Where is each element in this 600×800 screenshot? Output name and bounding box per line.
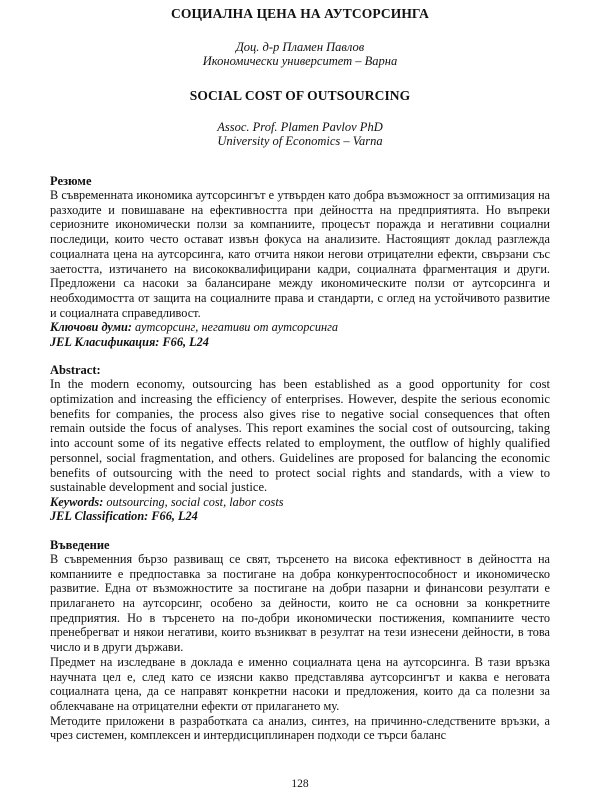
summary-heading: Резюме [50, 174, 92, 188]
summary-keywords-label: Ключови думи: [50, 320, 132, 335]
intro-paragraph-1: В съвременния бързо развиващ се свят, търсенето на висока ефективност в дейността на компаниите е предпоставка за постигане на добра конкурентоспособност и икономическо развитие. Една от възможностите за постигане на добри пазарни и финансови резултати е прилагането на аутсорсинг, особено за дейности, които не са основни за конкретните предприятия. Но в търсенето на по-добри икономически постижения, компаниите често пренебрегват и някои негативи, които възникват в резултат на тези изнесени дейности, в това число и в други държави. [50, 551, 550, 655]
summary-keywords [50, 320, 550, 335]
abstract-text: In the modern economy, outsourcing has been established as a good opportunity for cost optimization and increasing the efficiency of enterprises. However, despite the serious economic benefits for companies, the process also gives rise to negative social consequences that often remain outside the focus of analyses. This report examines the social cost of outsourcing, taking into account some of its negative effects related to employment, the outflow of highly qualified personnel, social fragmentation, and others. Guidelines are proposed for balancing the economic benefits of outsourcing with the need to protect social rights and standards, with a view to sustainable development and social justice. [50, 377, 550, 495]
abstract-jel-value: F66, L24 [151, 509, 198, 524]
summary-jel-value: F66, L24 [162, 334, 209, 349]
author-affiliation-bg: Икономически университет – Варна [202, 54, 398, 68]
title-en: SOCIAL COST OF OUTSOURCING [189, 88, 411, 103]
page-number: 128 [291, 778, 309, 790]
author-name-en: Assoc. Prof. Plamen Pavlov PhD [217, 120, 383, 134]
abstract-jel-label: JEL Classification: [50, 509, 149, 524]
author-affiliation-en: University of Economics – Varna [217, 134, 383, 148]
intro-paragraph-2: Предмет на изследване в доклада е именно социалната цена на аутсорсинга. В тази връзка научната цел е, след като се изясни какво представлява аутсорсингът и каква е неговата социалната цена, да се направят конкретни насоки и предложения, които да са полезни за облекчаване на отрицателни ефекти от прилагането му. [50, 654, 550, 713]
abstract-jel [50, 509, 550, 524]
summary-jel-label: JEL Класификация: [50, 334, 160, 349]
abstract-keywords-value: outsourcing, social cost, labor costs [106, 494, 284, 509]
intro-heading: Въведение [50, 537, 110, 552]
author-name-bg: Доц. д-р Пламен Павлов [235, 40, 365, 54]
summary-jel [50, 335, 550, 350]
paper-page [50, 6, 550, 743]
intro-paragraph-3: Методите приложени в разработката са анализ, синтез, на причинно-следствените връзки, а чрез системен, комплексен и интердисциплинарен подходи се търси баланс [50, 713, 550, 743]
summary-text: В съвременната икономика аутсорсингът е утвърден като добра възможност за оптимизация на разходите и повишаване на ефективността при дейността на предприятията. Но въпреки сериозните икономически ползи за компаниите, процесът поражда и негативни социални последици, които често остават извън фокуса на анализите. Настоящият доклад разглежда социалната цена на аутсорсинга, като отчита някои негови отрицателни ефекти, свързани със заетостта, изтичането на висококвалифицирани кадри, социалната фрагментация и други. Предложени са насоки за балансиране между икономическите ползи от аутсорсинга и необходимостта от защита на социалните права и стандарти, с оглед на устойчивото развитие и социалната справедливост. [50, 188, 550, 320]
summary-keywords-value: аутсорсинг, негативи от аутсорсинга [135, 320, 339, 335]
abstract-heading: Abstract: [50, 363, 101, 378]
title-bg: СОЦИАЛНА ЦЕНА НА АУТСОРСИНГА [171, 6, 429, 21]
abstract-keywords [50, 495, 550, 510]
abstract-keywords-label: Keywords: [50, 494, 104, 509]
